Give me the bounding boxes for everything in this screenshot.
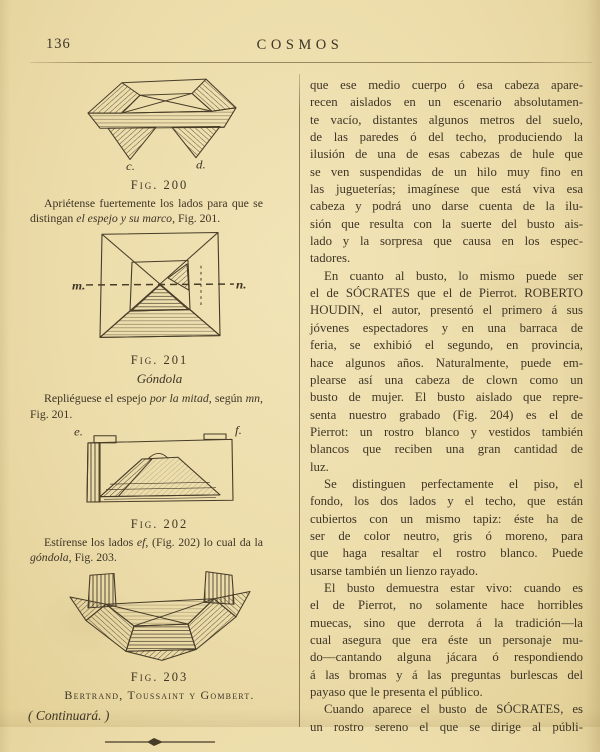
two-column-layout xyxy=(0,64,600,734)
text-line xyxy=(30,550,263,565)
text-line: cubiertos con un mismo tapiz: éste ha de xyxy=(310,511,583,526)
figure-201-label-n: n. xyxy=(235,278,246,292)
instruction-paragraph xyxy=(30,196,263,226)
figure-202-illustration xyxy=(70,425,250,511)
text-segment: Apriétense fuertemente los lados para que se xyxy=(44,196,263,210)
figure-202 xyxy=(26,425,293,532)
text-line: ser de color neutro, gris ó moreno, para xyxy=(310,528,583,543)
journal-title: COSMOS xyxy=(256,37,344,53)
text-line: á las bromas y á las preguntas burlescas del xyxy=(310,667,583,682)
text-segment: distingan xyxy=(30,211,77,226)
body-paragraph xyxy=(310,476,583,580)
text-line: lado y la sorpresa que causa en los espec- xyxy=(310,234,583,249)
text-line: luz. xyxy=(310,459,329,474)
figure-203-caption: Fig. 203 xyxy=(130,670,189,685)
text-segment: Repliéguese el espejo xyxy=(44,391,150,406)
right-column xyxy=(300,64,600,734)
text-line: Cuando aparece el busto de SÓCRATES, es xyxy=(324,702,583,717)
figure-201-caption: Fig. 201 xyxy=(130,353,189,368)
text-line xyxy=(30,407,263,422)
figure-201 xyxy=(26,229,293,388)
body-paragraph xyxy=(310,580,583,701)
right-column-text xyxy=(310,77,583,719)
text-line: hace algunos años. Naturalmente, puede em- xyxy=(310,355,583,370)
italic-text-segment: por la mitad, xyxy=(149,391,212,406)
text-line: el de Pierrot, no solamente hace horribles xyxy=(310,598,583,613)
figure-201-illustration xyxy=(70,229,250,347)
continuation-note: ( Continuará. ) xyxy=(28,708,110,724)
text-line: recen aislados en un escenario absolutamen- xyxy=(310,95,583,110)
figure-200-label-c: c. xyxy=(125,159,135,174)
italic-text-segment: góndola, xyxy=(30,550,72,565)
text-line: busto de mujer. El busto aislado que repre- xyxy=(310,390,583,405)
text-line: payaso que le presenta el público. xyxy=(310,685,483,700)
text-line: cual asegura que era éste un personaje mu- xyxy=(310,633,583,647)
instruction-paragraph xyxy=(30,535,263,565)
page-header xyxy=(0,0,600,64)
text-segment: Fig. 201. xyxy=(30,406,73,421)
italic-text-segment: el espejo y su marco, xyxy=(76,211,176,226)
text-line: sión que resulta con la suerte del busto ais- xyxy=(310,216,583,231)
italic-text-segment: mn, xyxy=(245,391,263,406)
body-paragraph xyxy=(310,77,583,268)
text-line xyxy=(30,535,263,550)
text-segment: Estírense los lados xyxy=(44,534,137,549)
figure-201-subcaption: Góndola xyxy=(136,371,183,387)
text-line: Pierrot: un rostro blanco y vestidos también xyxy=(310,424,583,439)
page-number: 136 xyxy=(46,36,71,52)
body-paragraph xyxy=(310,701,583,718)
italic-text-segment: ef, xyxy=(136,534,149,549)
figure-203-illustration xyxy=(60,568,260,664)
text-line: Se distinguen perfectamente el piso, el xyxy=(324,476,583,491)
text-line: jóvenes espectadores y en una barraca de xyxy=(310,320,583,335)
text-line: cabeza y podrá uno darse cuenta de la ilu- xyxy=(310,199,583,214)
figure-200-caption: Fig. 200 xyxy=(130,178,189,192)
text-line: fondo, los dos lados y el techo, que están xyxy=(310,494,583,509)
text-line: ilusión de una de esas cabezas de hule que xyxy=(310,147,583,162)
text-line: plearse así una cabeza de clown como un xyxy=(310,372,583,387)
figure-200 xyxy=(26,72,293,193)
text-line: que haga resaltar el rostro blanco. Puede xyxy=(310,546,583,561)
text-line: de las paredes ó del techo, produciendo la xyxy=(310,130,583,145)
text-segment: según xyxy=(211,391,246,406)
text-line xyxy=(30,211,263,226)
text-line: El busto demuestra estar vivo: cuando es xyxy=(324,580,583,595)
text-line: usarse también un lienzo rayado. xyxy=(310,563,479,578)
text-line: HOUDIN, el autor, presentó el primero á sus xyxy=(310,303,583,318)
text-line: do—cantando alguna jácara ó respondiendo xyxy=(310,650,583,665)
figure-200-illustration xyxy=(70,72,250,172)
figure-202-label-e: e. xyxy=(73,425,83,439)
left-column xyxy=(0,64,299,727)
header-rule xyxy=(30,62,592,63)
text-line: que ese medio cuerpo ó esa cabeza apare- xyxy=(310,78,583,92)
text-line: feria, se exhibió el segundo, en provincia, xyxy=(310,338,583,353)
text-line: se ven suspendidas de un hilo muy fino en xyxy=(310,164,583,179)
text-segment: (Fig. 202) lo cual da la xyxy=(148,534,264,549)
text-line: muecas, sino que derrota á la tradición—la xyxy=(310,615,583,630)
authors-byline: Bertrand, Toussaint y Gombert. xyxy=(64,688,255,703)
divider-rule-icon xyxy=(105,737,215,747)
text-line: las jugueterías; imagínese que está viva esa xyxy=(310,182,583,197)
text-segment: Fig. 203. xyxy=(71,550,117,565)
instruction-paragraph xyxy=(30,391,263,421)
text-line: senta nuestro grabado (Fig. 204) es el de xyxy=(310,407,583,422)
text-line xyxy=(30,196,263,211)
figure-203 xyxy=(26,568,293,685)
end-divider xyxy=(26,734,293,752)
text-line: En cuanto al busto, lo mismo puede ser xyxy=(324,268,583,283)
cut-off-line-wrapper xyxy=(310,719,583,734)
body-paragraph xyxy=(310,268,583,476)
text-segment: Fig. 201. xyxy=(175,211,221,226)
figure-201-label-m: m. xyxy=(71,279,85,293)
figure-200-label-d: d. xyxy=(195,158,206,172)
cut-off-text-line: un rostro sereno el que se dirige al públi- xyxy=(310,719,583,734)
text-line: tadores. xyxy=(310,251,351,266)
figure-202-caption: Fig. 202 xyxy=(130,516,189,531)
text-line: blancos que reciben una gran cantidad de xyxy=(310,442,583,457)
text-line: el de SÓCRATES que el de Pierrot. ROBERTO xyxy=(310,286,583,301)
text-line xyxy=(30,391,263,406)
text-line: te vacío, distantes algunos metros del suelo, xyxy=(310,112,583,127)
figure-202-label-f: f. xyxy=(234,423,242,437)
